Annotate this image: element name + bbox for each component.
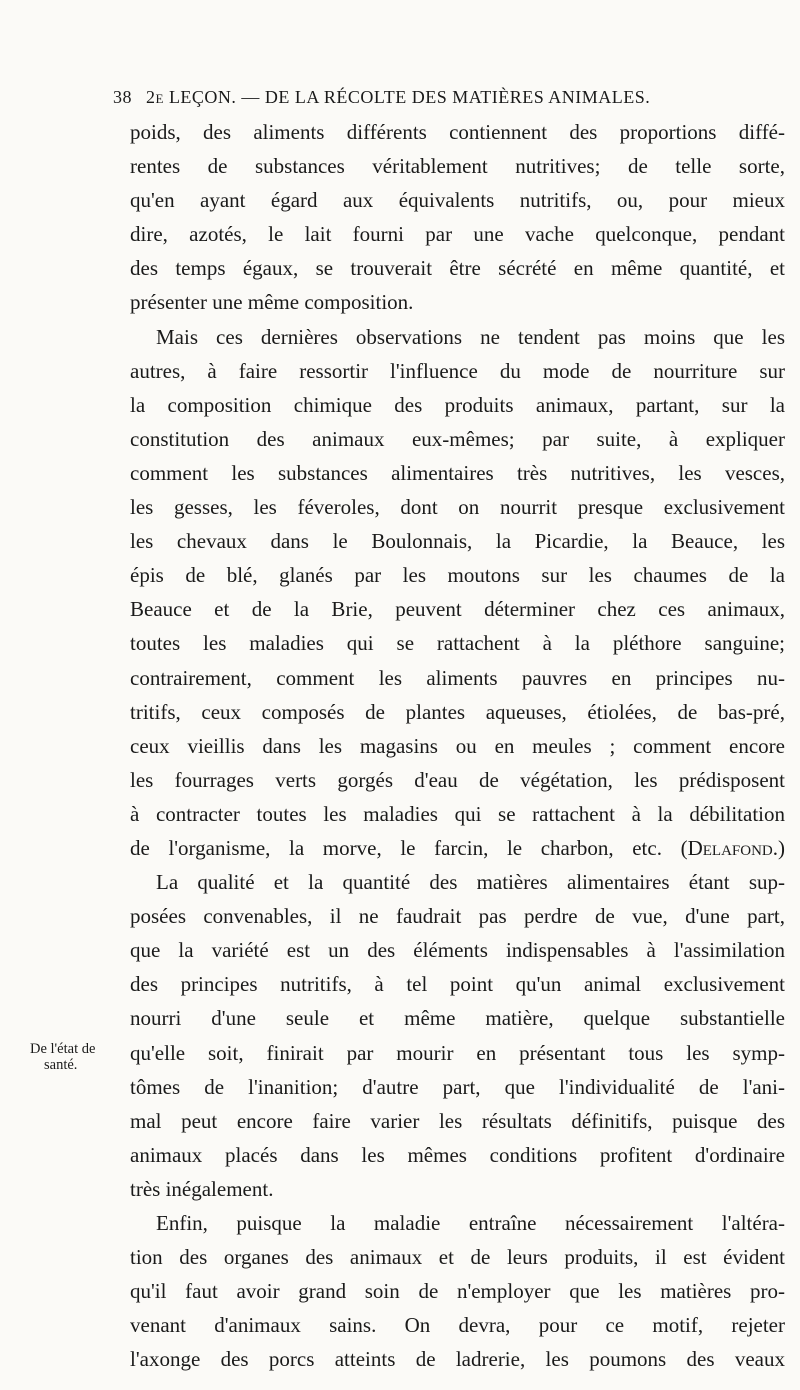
text-line: tritifs, ceux composés de plantes aqueuses, étiolées, de bas-pré, (130, 699, 785, 724)
text-line: Enfin, puisque la maladie entraîne nécessairement l'altéra- (156, 1211, 785, 1235)
text-line: que la variété est un des éléments indispensables à l'assimilation (130, 938, 785, 963)
text-line: qu'il faut avoir grand soin de n'employer que les matières pro- (130, 1279, 785, 1304)
text-line: mal peut encore faire varier les résultats définitifs, puisque des (130, 1108, 785, 1133)
text-line-citation (130, 831, 785, 865)
text-line: ceux vieillis dans les magasins ou en meules ; comment encore (130, 733, 785, 758)
text-line: des temps égaux, se trouverait être sécrété en même quantité, et (130, 256, 785, 281)
text-line: la composition chimique des produits animaux, partant, sur la (130, 392, 785, 417)
text-line: qu'elle soit, finirait par mourir en présentant tous les symp- (130, 1040, 785, 1065)
chapter-title: 2e LEÇON. — DE LA RÉCOLTE DES MATIÈRES ANIMALES. (146, 87, 651, 107)
text-line: qu'en ayant égard aux équivalents nutritifs, ou, pour mieux (130, 188, 785, 213)
text-line: tômes de l'inanition; d'autre part, que l'individualité de l'ani- (130, 1074, 785, 1099)
text-line: nourri d'une seule et même matière, quelque substantielle (130, 1006, 785, 1031)
citation-author: Delafond (687, 835, 773, 860)
text-line: rentes de substances véritablement nutritives; de telle sorte, (130, 154, 785, 179)
text-line: Beauce et de la Brie, peuvent déterminer chez ces animaux, (130, 597, 785, 622)
text-line: contrairement, comment les aliments pauvres en principes nu- (130, 665, 785, 690)
text-line: Mais ces dernières observations ne tendent pas moins que les (156, 324, 785, 349)
text-line: l'axonge des porcs atteints de ladrerie, les poumons des veaux (130, 1347, 785, 1372)
text-line: très inégalement. (130, 1176, 274, 1201)
text-line: animaux placés dans les mêmes conditions profitent d'ordinaire (130, 1142, 785, 1167)
text-line: des principes nutritifs, à tel point qu'un animal exclusivement (130, 972, 785, 997)
text-line: poids, des aliments différents contiennent des proportions diffé- (130, 120, 785, 144)
text-line: épis de blé, glanés par les moutons sur les chaumes de la (130, 563, 785, 588)
text-line: les gesses, les féveroles, dont on nourrit presque exclusivement (130, 495, 785, 520)
text-line: constitution des animaux eux-mêmes; par suite, à expliquer (130, 426, 785, 451)
text-line: dire, azotés, le lait fourni par une vache quelconque, pendant (130, 222, 785, 247)
text-line: venant d'animaux sains. On devra, pour ce motif, rejeter (130, 1313, 785, 1338)
text-line: toutes les maladies qui se rattachent à la pléthore sanguine; (130, 631, 785, 656)
body-text (130, 115, 785, 1376)
text-line: tion des organes des animaux et de leurs produits, il est évident (130, 1245, 785, 1270)
text-line: les fourrages verts gorgés d'eau de végétation, les prédisposent (130, 767, 785, 792)
margin-note-line-2: santé. (44, 1057, 78, 1073)
text-line: comment les substances alimentaires très nutritives, les vesces, (130, 460, 785, 485)
running-header (113, 87, 773, 108)
text-line: La qualité et la quantité des matières alimentaires étant sup- (156, 870, 785, 895)
citation-prefix: de l'organisme, la morve, le farcin, le charbon, etc. ( (130, 835, 688, 860)
text-line: posées convenables, il ne faudrait pas perdre de vue, d'une part, (130, 904, 785, 929)
margin-note (30, 1041, 130, 1073)
text-line: présenter une même composition. (130, 290, 414, 315)
text-line: à contracter toutes les maladies qui se rattachent à la débilitation (130, 801, 785, 826)
text-line: les chevaux dans le Boulonnais, la Picardie, la Beauce, les (130, 529, 785, 554)
margin-note-line-1: De l'état de (30, 1041, 96, 1057)
citation-close: .) (772, 835, 785, 860)
page-number: 38 (113, 87, 132, 107)
text-line: autres, à faire ressortir l'influence du mode de nourriture sur (130, 358, 785, 383)
